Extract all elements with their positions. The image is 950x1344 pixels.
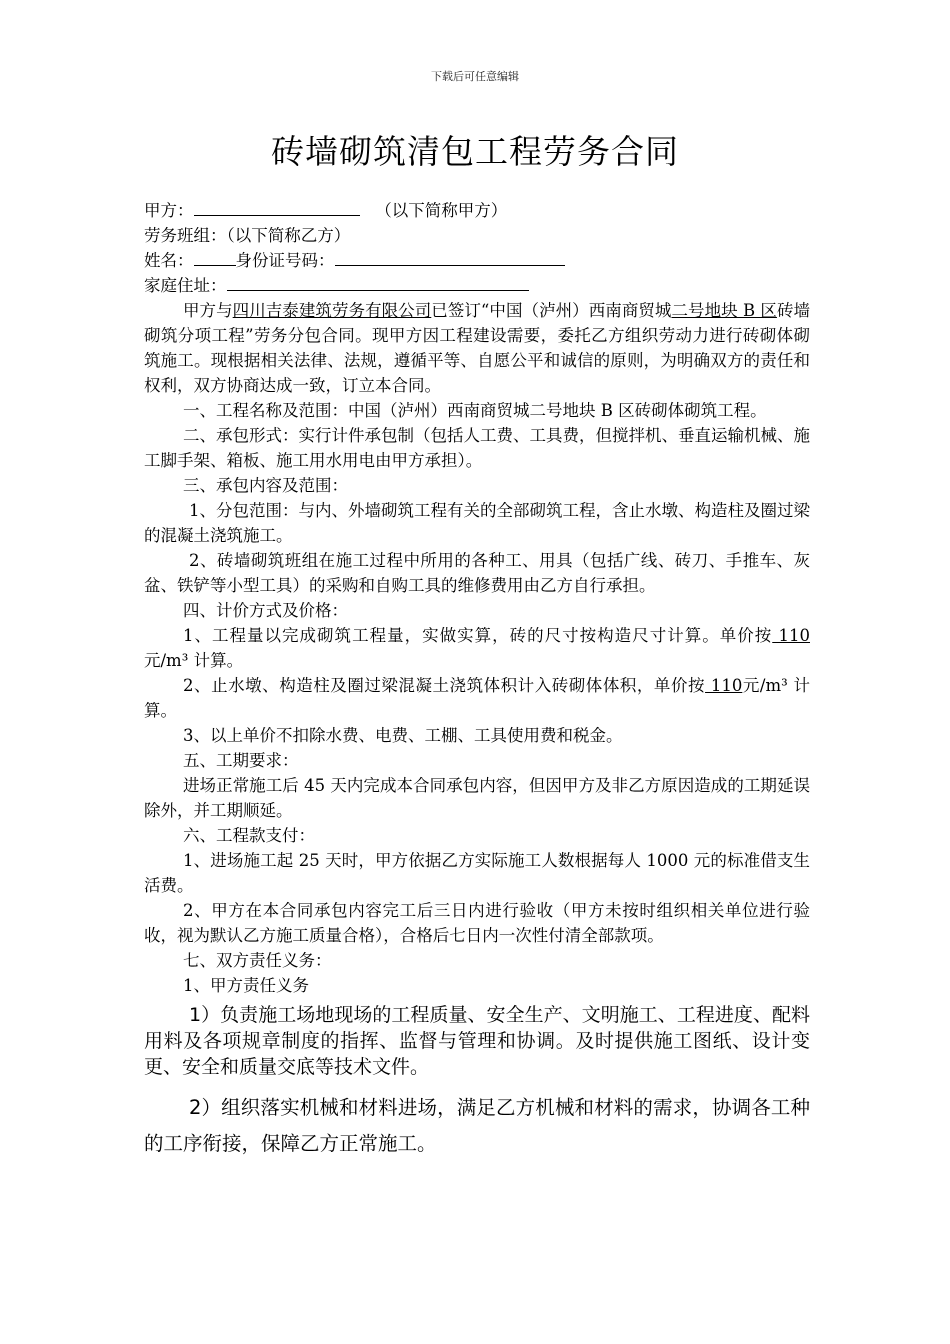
- unit-price-1: 110: [772, 626, 810, 645]
- section-4-item-3: 3、以上单价不扣除水费、电费、工棚、工具使用费和税金。: [183, 726, 623, 745]
- party-a-line: [144, 198, 810, 223]
- section-5-heading: 五、工期要求：: [183, 751, 299, 770]
- plot-name: 二号地块 B 区: [671, 301, 777, 320]
- price-unit-2: 元/m³ 计算。: [144, 676, 810, 720]
- section-7-heading: 七、双方责任义务：: [183, 951, 332, 970]
- id-blank: [335, 248, 565, 266]
- intro-paragraph: [144, 298, 810, 398]
- intro-text-3: 砖墙砌筑分项工程”劳务分包合同。现甲方因工程建设需要，委托乙方组织劳动力进行砖砌体砌筑施工。现根据相关法律、法规，遵循平等、自愿公平和诚信的原则，为明确双方的责任和权利，双方协商达成一致，订立本合同。: [144, 301, 811, 395]
- document-title: 砖墙砌筑清包工程劳务合同: [271, 132, 679, 171]
- address-line: [144, 273, 810, 298]
- party-a-blank: [194, 198, 360, 216]
- price-text-1: 1、工程量以完成砌筑工程量，实做实算，砖的尺寸按构造尺寸计算。单价按: [183, 626, 773, 645]
- section-6-item-1: 1、进场施工起 25 天时，甲方依据乙方实际施工人数根据每人 1000 元的标准借支生活费。: [144, 851, 810, 895]
- section-4-heading: 四、计价方式及价格：: [183, 601, 348, 620]
- name-blank: [194, 248, 236, 266]
- name-id-line: [144, 248, 810, 273]
- section-3-item-1: 1、分包范围：与内、外墙砌筑工程有关的全部砌筑工程，含止水墩、构造柱及圈过梁的混凝土浇筑施工。: [144, 501, 810, 545]
- section-6-item-2: 2、甲方在本合同承包内容完工后三日内进行验收（甲方未按时组织相关单位进行验收，视为默认乙方施工质量合格），合格后七日内一次性付清全部款项。: [144, 901, 810, 945]
- company-name: 四川吉泰建筑劳务有限公司: [232, 301, 432, 320]
- page-header-note: 下载后可任意编辑: [431, 70, 519, 83]
- address-blank: [227, 273, 529, 291]
- section-4-item-2: [144, 673, 810, 723]
- intro-text-2: 已签订“中国（泸州）西南商贸城: [431, 301, 672, 320]
- section-5-item-1: 进场正常施工后 45 天内完成本合同承包内容，但因甲方及非乙方原因造成的工期延误除外，并工期顺延。: [144, 776, 810, 820]
- section-7-item-1-2: 2）组织落实机械和材料进场，满足乙方机械和材料的需求，协调各工种的工序衔接，保障乙方正常施工。: [144, 1096, 810, 1155]
- section-3-heading: 三、承包内容及范围：: [183, 476, 348, 495]
- section-4-item-1: [144, 623, 810, 673]
- section-3-item-2: 2、砖墙砌筑班组在施工过程中所用的各种工、用具（包括广线、砖刀、手推车、灰盆、铁铲等小型工具）的采购和自购工具的维修费用由乙方自行承担。: [144, 551, 810, 595]
- section-7-item-1: 1、甲方责任义务: [183, 976, 309, 995]
- address-label: 家庭住址：: [144, 276, 227, 295]
- party-a-label: 甲方：: [144, 201, 194, 220]
- unit-price-2: 110: [705, 676, 743, 695]
- price-unit-1: 元/m³ 计算。: [144, 651, 244, 670]
- party-a-suffix: （以下简称甲方）: [375, 201, 508, 220]
- team-line: 劳务班组：（以下简称乙方）: [144, 226, 351, 245]
- price-text-2: 2、止水墩、构造柱及圈过梁混凝土浇筑体积计入砖砌体体积，单价按: [183, 676, 706, 695]
- section-7-item-1-1: 1）负责施工场地现场的工程质量、安全生产、文明施工、工程进度、配料用料及各项规章制度的指挥、监督与管理和协调。及时提供施工图纸、设计变更、安全和质量交底等技术文件。: [144, 1004, 810, 1078]
- contract-body: [144, 198, 810, 1162]
- section-6-heading: 六、工程款支付：: [183, 826, 315, 845]
- id-label: 身份证号码：: [235, 251, 335, 270]
- section-2: 二、承包形式：实行计件承包制（包括人工费、工具费，但搅拌机、垂直运输机械、施工脚手架、箱板、施工用水用电由甲方承担）。: [144, 426, 810, 470]
- name-label: 姓名：: [144, 251, 194, 270]
- section-1: 一、工程名称及范围：中国（泸州）西南商贸城二号地块 B 区砖砌体砌筑工程。: [183, 401, 767, 420]
- intro-text-1: 甲方与: [183, 301, 233, 320]
